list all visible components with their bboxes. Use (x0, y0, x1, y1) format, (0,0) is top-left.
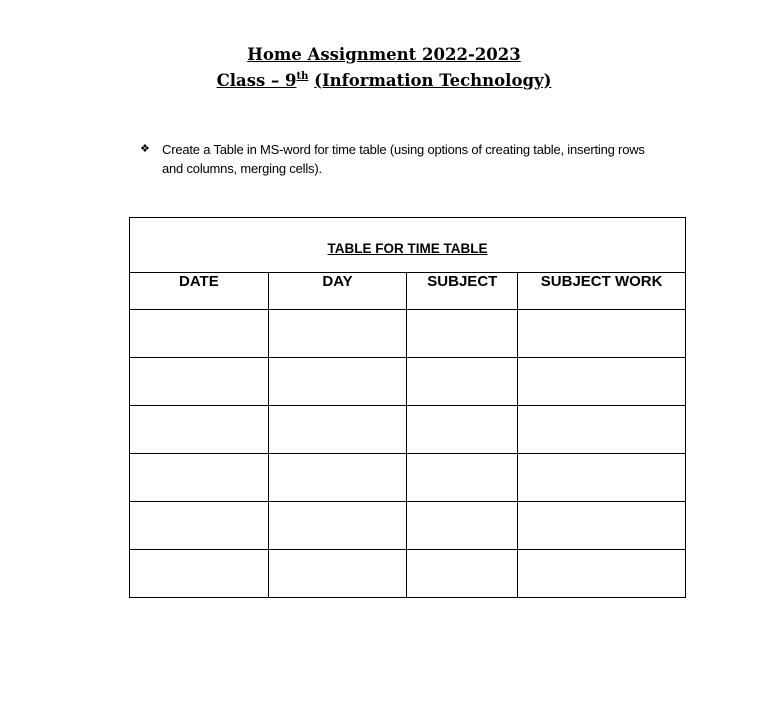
table-header-row (130, 273, 686, 310)
class-line (0, 66, 768, 92)
document-title-block (0, 44, 768, 92)
table-cell (130, 406, 269, 454)
table-row (130, 550, 686, 598)
table-cell (518, 406, 686, 454)
table-cell (268, 406, 407, 454)
table-cell (518, 358, 686, 406)
column-header-date: DATE (130, 273, 269, 310)
table-cell (518, 454, 686, 502)
table-caption-cell (130, 218, 686, 273)
class-prefix: Class – 9 (216, 71, 297, 90)
table-cell (130, 310, 269, 358)
instruction-item (140, 140, 660, 178)
table-cell (407, 406, 518, 454)
table-row (130, 310, 686, 358)
table-caption: TABLE FOR TIME TABLE (327, 240, 488, 256)
table-cell (268, 454, 407, 502)
time-table (129, 217, 686, 598)
table-cell (268, 358, 407, 406)
diamond-bullet-icon: ❖ (140, 143, 150, 155)
table-cell (130, 550, 269, 598)
table-cell (268, 310, 407, 358)
table-caption-row (130, 218, 686, 273)
instruction-text: Create a Table in MS-word for time table (using options of creating table, inserting rows and columns, merging cells). (162, 142, 645, 176)
table-row (130, 502, 686, 550)
table-cell (130, 454, 269, 502)
column-header-day: DAY (268, 273, 407, 310)
table-cell (518, 310, 686, 358)
table-cell (518, 550, 686, 598)
table-row (130, 358, 686, 406)
table-cell (407, 358, 518, 406)
table-cell (268, 502, 407, 550)
column-header-subject: SUBJECT (407, 273, 518, 310)
column-header-subject-work: SUBJECT WORK (518, 273, 686, 310)
table-cell (407, 550, 518, 598)
table-cell (407, 502, 518, 550)
table-cell (130, 502, 269, 550)
table-cell (130, 358, 269, 406)
class-superscript: th (296, 71, 309, 82)
table-cell (407, 454, 518, 502)
table-row (130, 406, 686, 454)
table-cell (407, 310, 518, 358)
table-row (130, 454, 686, 502)
table-cell (518, 502, 686, 550)
table-cell (268, 550, 407, 598)
assignment-title: Home Assignment 2022-2023 (247, 45, 521, 64)
class-subject: (Information Technology) (314, 71, 552, 90)
